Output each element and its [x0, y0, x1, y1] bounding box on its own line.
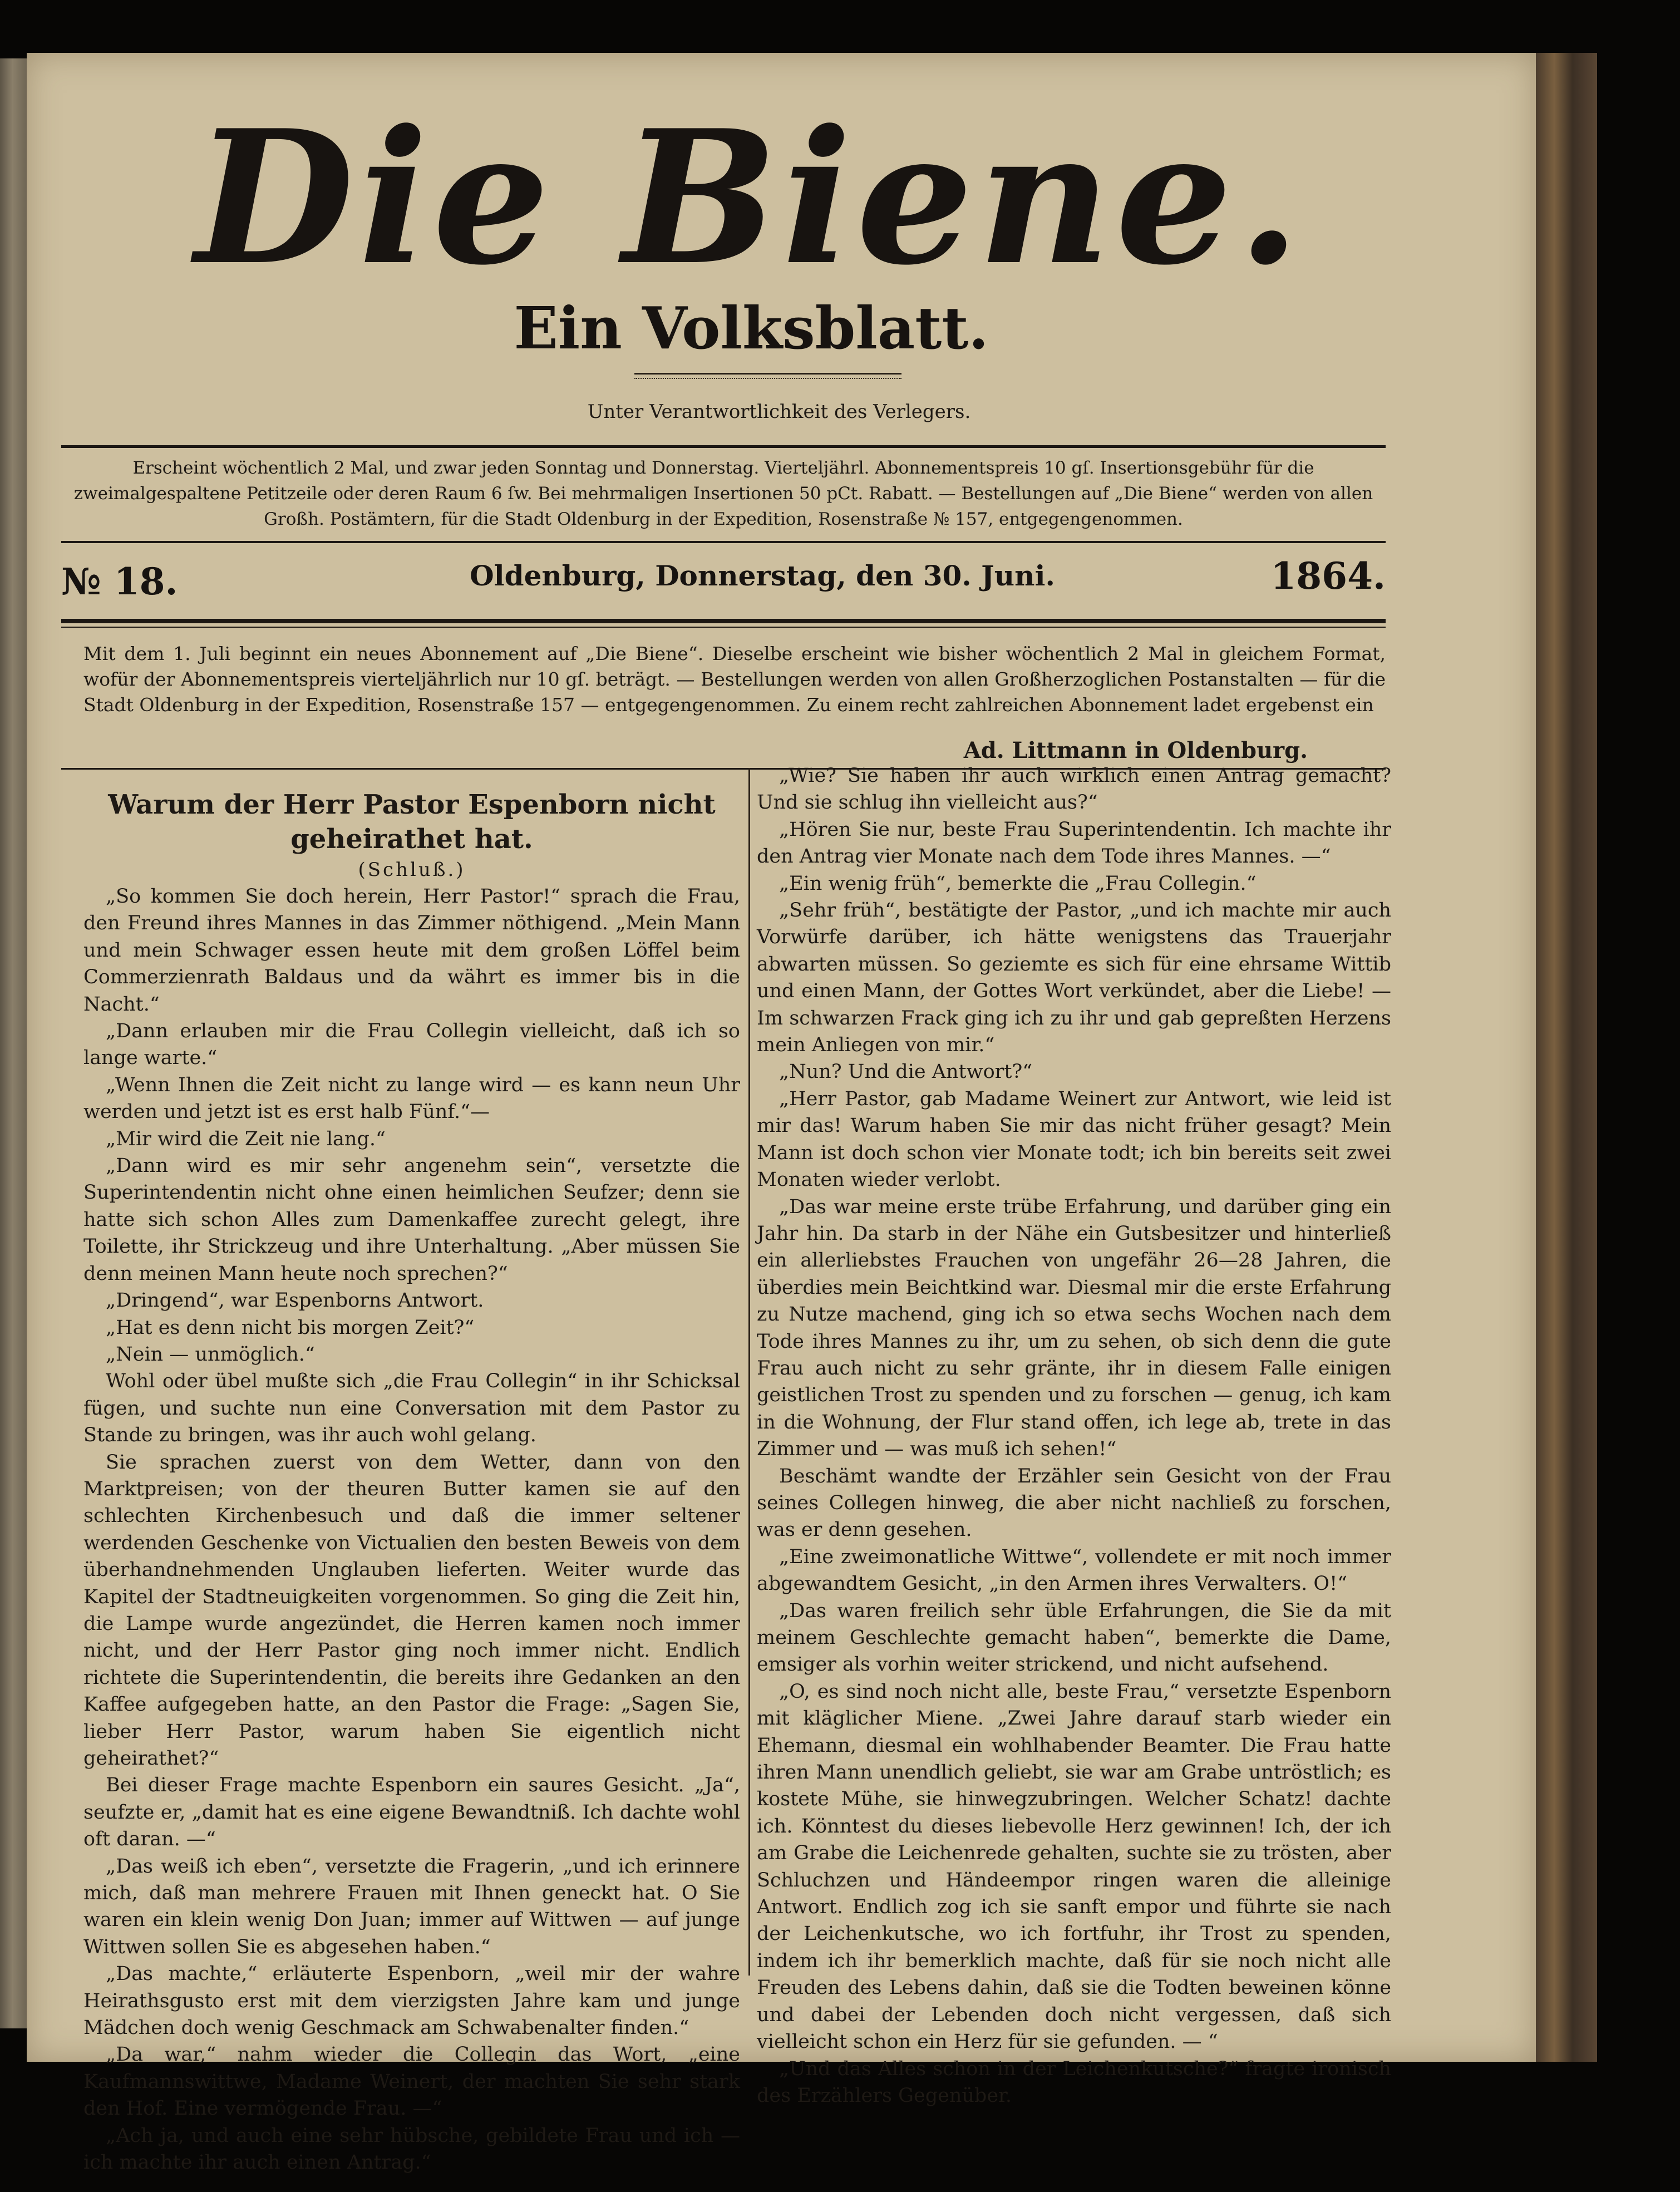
rule-dateline-thin: [61, 627, 1386, 628]
article-paragraph: „Hören Sie nur, beste Frau Superintendentin. Ich machte ihr den Antrag vier Monate nach dem Tode ihres Mannes. —“: [757, 818, 1391, 868]
article-paragraph: Beschämt wandte der Erzähler sein Gesicht von der Frau seines Collegen hinweg, die aber nicht nachließ zu forschen, was er denn gesehen.: [757, 1465, 1391, 1541]
article-paragraph: „Sehr früh“, bestätigte der Pastor, „und ich machte mir auch Vorwürfe darüber, ich hätte wenigstens das Trauerjahr abwarten müssen. So geziemte es sich für eine ehrsame Wittib und einen Mann, der Gottes Wort verkündet, aber die Liebe! — Im schwarzen Frack ging ich zu ihr und gab gepreßten Herzens mein Anliegen von mir.“: [757, 899, 1391, 1057]
article-paragraph: „Das waren freilich sehr üble Erfahrungen, die Sie da mit meinem Geschlechte gemacht haben“, bemerkte die Dame, emsiger als vorhin weiter strickend, und nicht aufsehend.: [757, 1599, 1391, 1676]
subscription-notice: [83, 641, 1386, 763]
rule-dateline-thick: [61, 619, 1386, 623]
article-paragraph: „Nun? Und die Antwort?“: [779, 1061, 1033, 1083]
article-subtitle: (Schluß.): [358, 859, 466, 881]
issue-number: № 18.: [61, 560, 178, 603]
ornamental-divider: [634, 373, 901, 379]
article-paragraph: „Herr Pastor, gab Madame Weinert zur Antwort, wie leid ist mir das! Warum haben Sie mir das nicht früher gesagt? Mein Mann ist doch schon vier Monate todt; ich bin bereits seit zwei Monaten wieder verlobt.: [757, 1087, 1391, 1191]
article-left-column: [83, 776, 740, 2174]
cover-edge: [1536, 53, 1597, 2062]
subscription-info: Erscheint wöchentlich 2 Mal, und zwar jeden Sonntag und Donnerstag. Vierteljährl. Abonnementspreis 10 gſ. Insertionsgebühr für die zweimalgespaltene Petitzeile oder deren Raum 6 ſw. Bei mehrmaligen Insertionen 50 pCt. Rabatt. — Bestellungen auf „Die Biene“ werden von allen Großh. Postämtern, für die Stadt Oldenburg in der Expedition, Rosenstraße № 157, entgegengenommen.: [73, 458, 1373, 529]
masthead-subtitle: Ein Volksblatt.: [514, 294, 989, 362]
article-paragraph: „Dann wird es mir sehr angenehm sein“, versetzte die Superintendentin nicht ohne einen heimlichen Seufzer; denn sie hatte sich schon Alles zum Damenkaffee zurecht gelegt, ihre Toilette, ihr Strickzeug und ihre Unterhaltung. „Aber müssen Sie denn meinen Mann heute noch sprechen?“: [83, 1155, 740, 1285]
article-paragraph: „Und das Alles schon in der Leichenkutsche?“ fragte ironisch des Erzählers Gegenüber.: [757, 2057, 1391, 2107]
article-paragraph: „Ach ja, und auch eine sehr hübsche, gebildete Frau und ich — ich machte ihr auch einen Antrag.“: [83, 2124, 740, 2174]
article-paragraph: Wohl oder übel mußte sich „die Frau Collegin“ in ihr Schicksal fügen, und suchte nun eine Conversation mit dem Pastor zu Stande zu bringen, was ihr auch wohl gelang.: [83, 1370, 740, 1447]
issue-year: 1864.: [1270, 554, 1386, 598]
left-column-body: [83, 883, 740, 2176]
article-paragraph: „So kommen Sie doch herein, Herr Pastor!“ sprach die Frau, den Freund ihres Mannes in das Zimmer nöthigend. „Mein Mann und mein Schwager essen heute mit dem großen Löffel beim Commerzienrath Baldaus und da währt es immer bis in die Nacht.“: [83, 885, 740, 1016]
article-paragraph: „Dringend“, war Espenborns Antwort.: [106, 1289, 484, 1312]
book-spine: [0, 58, 28, 2028]
article-paragraph: „Da war,“ nahm wieder die Collegin das Wort, „eine Kaufmannswittwe, Madame Weinert, der machten Sie sehr stark den Hof. Eine vermögende Frau. —“: [83, 2043, 740, 2120]
notice-signature: Ad. Littmann in Oldenburg.: [963, 737, 1308, 763]
article-paragraph: „Hat es denn nicht bis morgen Zeit?“: [106, 1316, 475, 1339]
article-paragraph: Bei dieser Frage machte Espenborn ein saures Gesicht. „Ja“, seufzte er, „damit hat es eine eigene Bewandtniß. Ich dachte wohl oft daran. —“: [83, 1774, 740, 1851]
article-paragraph: „Das weiß ich eben“, versetzte die Fragerin, „und ich erinnere mich, daß man mehrere Frauen mit Ihnen geneckt hat. O Sie waren ein klein wenig Don Juan; immer auf Wittwen — auf junge Wittwen sollen Sie es abgesehen haben.“: [83, 1855, 740, 1958]
article-title: Warum der Herr Pastor Espenborn nicht geheirathet hat.: [108, 789, 716, 855]
rule-bottom-info: [61, 541, 1386, 543]
notice-text: Mit dem 1. Juli beginnt ein neues Abonnement auf „Die Biene“. Dieselbe erscheint wie bisher wöchentlich 2 Mal in gleichem Format, wofür der Abonnementspreis vierteljährlich nur 10 gſ. beträgt. — Bestellungen werden von allen Großherzoglichen Postanstalten — für die Stadt Oldenburg in der Expedition, Rosenstraße 157 — entgegengenommen. Zu einem recht zahlreichen Abonnement ladet ergebenst ein: [83, 643, 1386, 716]
masthead-title: Die Biene.: [195, 90, 1305, 306]
column-divider: [748, 768, 750, 1976]
article-right-column: [757, 762, 1391, 2107]
responsibility-line: Unter Verantwortlichkeit des Verlegers.: [587, 401, 971, 423]
article-paragraph: „Das war meine erste trübe Erfahrung, und darüber ging ein Jahr hin. Da starb in der Nähe ein Gutsbesitzer und hinterließ ein allerliebstes Frauchen von ungefähr 26—28 Jahren, die überdies mein Beichtkind war. Diesmal mir die erste Erfahrung zu Nutze machend, ging ich so etwa sechs Wochen nach dem Tode ihres Mannes zu ihr, um zu sehen, ob sich denn die gute Frau auch nicht zu sehr gränte, ihr in diesem Falle einigen geistlichen Trost zu spenden und zu forschen — genug, ich kam in die Wohnung, der Flur stand offen, ich lege ab, trete in das Zimmer und — was muß ich sehen!“: [757, 1195, 1391, 1461]
article-paragraph: „Wie? Sie haben ihr auch wirklich einen Antrag gemacht? Und sie schlug ihn vielleicht aus?“: [757, 765, 1391, 814]
article-paragraph: „Wenn Ihnen die Zeit nicht zu lange wird — es kann neun Uhr werden und jetzt ist es erst halb Fünf.“—: [83, 1073, 740, 1124]
article-paragraph: Sie sprachen zuerst von dem Wetter, dann von den Marktpreisen; von der theuren Butter kamen sie auf den schlechten Kirchenbesuch und daß die immer seltener werdenden Geschenke von Victualien den besten Beweis von dem überhandnehmenden Unglauben lieferten. Weiter wurde das Kapitel der Stadtneuigkeiten vorgenommen. So ging die Zeit hin, die Lampe wurde angezündet, die Herren kamen noch immer nicht, und der Herr Pastor ging noch immer nicht. Endlich richtete die Superintendentin, die bereits ihre Gedanken an den Kaffee aufgegeben hatte, an den Pastor die Frage: „Sagen Sie, lieber Herr Pastor, warum haben Sie eigentlich nicht geheirathet?“: [83, 1451, 740, 1770]
place-date: Oldenburg, Donnerstag, den 30. Juni.: [470, 559, 1055, 592]
article-paragraph: „Mir wird die Zeit nie lang.“: [106, 1127, 386, 1150]
rule-top-info: [61, 445, 1386, 448]
article-paragraph: „Das machte,“ erläuterte Espenborn, „weil mir der wahre Heirathsgusto erst mit dem vierzigsten Jahre kam und junge Mädchen doch wenig Geschmack am Schwabenalter finden.“: [83, 1963, 740, 2040]
article-paragraph: „Dann erlauben mir die Frau Collegin vielleicht, daß ich so lange warte.“: [83, 1020, 740, 1070]
right-column-body: [757, 762, 1391, 2109]
article-paragraph: „Eine zweimonatliche Wittwe“, vollendete er mit noch immer abgewandtem Gesicht, „in den Armen ihres Verwalters. O!“: [757, 1545, 1391, 1595]
article-paragraph: „Nein — unmöglich.“: [106, 1343, 315, 1366]
article-paragraph: „O, es sind noch nicht alle, beste Frau,“ versetzte Espenborn mit kläglicher Miene. „Zwei Jahre darauf starb wieder ein Ehemann, diesmal ein wohlhabender Beamter. Die Frau hatte ihren Mann unendlich geliebt, sie war am Grabe untröstlich; es kostete Mühe, sie hinwegzubringen. Welcher Schatz! dachte ich. Könntest du dieses liebevolle Herz gewinnen! Ich, der ich am Grabe die Leichenrede gehalten, suchte sie zu trösten, aber Schluchzen und Händeempor ringen waren die alleinige Antwort. Endlich zog ich sie sanft empor und führte sie nach der Leichenkutsche, wo ich fortfuhr, ihr Trost zu spenden, indem ich ihr bemerklich machte, daß für sie noch nicht alle Freuden des Lebens dahin, daß sie die Todten beweinen könne und dabei der Lebenden doch nicht vergessen, daß sich vielleicht schon ein Herz für sie gefunden. — “: [757, 1680, 1391, 2053]
article-paragraph: „Ein wenig früh“, bemerkte die „Frau Collegin.“: [779, 872, 1257, 895]
